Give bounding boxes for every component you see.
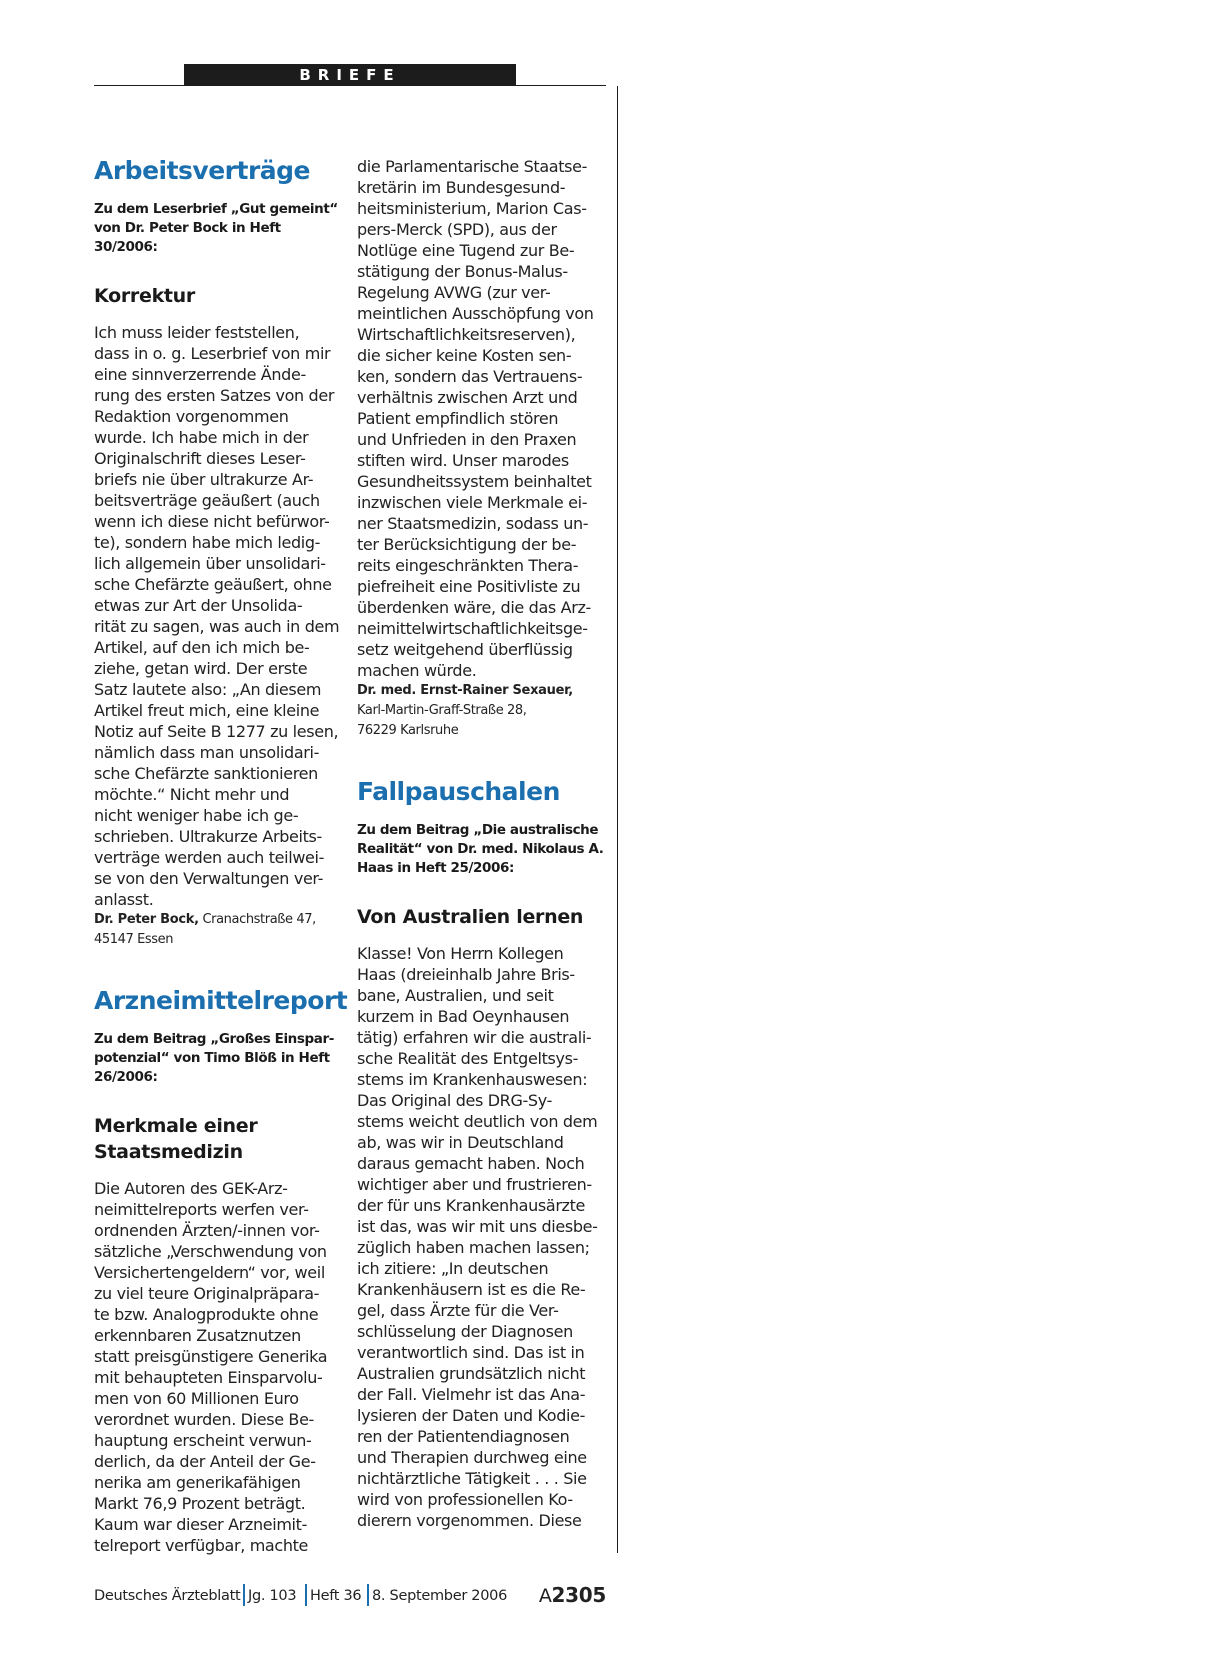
text-line: erkennbaren Zusatznutzen xyxy=(94,1326,301,1345)
text-line: telreport verfügbar, machte xyxy=(94,1536,309,1555)
text-line: derlich, da der Anteil der Ge- xyxy=(94,1452,316,1471)
text-line: meintlichen Ausschöpfung von xyxy=(357,304,594,323)
text-line: nichtärztliche Tätigkeit . . . Sie xyxy=(357,1469,587,1488)
column-right xyxy=(357,156,607,1531)
text-line: schlüsselung der Diagnosen xyxy=(357,1322,573,1341)
article-title-fallpauschalen: Fallpauschalen xyxy=(357,777,560,806)
text-line: dierern vorgenommen. Diese xyxy=(357,1511,582,1530)
text-line: neimittelreports werfen ver- xyxy=(94,1200,309,1219)
text-line: ordnenden Ärzten/-innen vor- xyxy=(94,1221,320,1240)
text-line: piefreiheit eine Positivliste zu xyxy=(357,577,581,596)
journal-issue: Heft 36 xyxy=(310,1588,362,1604)
text-line: ziehe, getan wird. Der erste xyxy=(94,659,308,678)
text-line: möchte.“ Nicht mehr und xyxy=(94,785,290,804)
page-footer xyxy=(94,1584,606,1610)
reference-line: Realität“ von Dr. med. Nikolaus A. xyxy=(357,841,604,857)
text-line: tätig) erfahren wir die australi- xyxy=(357,1028,592,1047)
text-line: nicht weniger habe ich ge- xyxy=(94,806,299,825)
signature-name: Dr. Peter Bock, xyxy=(94,912,199,927)
text-line: briefs nie über ultrakurze Ar- xyxy=(94,470,314,489)
page-number-value: 2305 xyxy=(551,1583,606,1607)
text-line: rung des ersten Satzes von der xyxy=(94,386,335,405)
text-line: Haas (dreieinhalb Jahre Bris- xyxy=(357,965,575,984)
text-line: lich allgemein über unsolidari- xyxy=(94,554,326,573)
text-line: heitsministerium, Marion Cas- xyxy=(357,199,587,218)
text-line: ist das, was wir mit uns diesbe- xyxy=(357,1217,598,1236)
text-line: nämlich dass man unsolidari- xyxy=(94,743,320,762)
text-line: ren der Patientendiagnosen xyxy=(357,1427,570,1446)
text-line: Redaktion vorgenommen xyxy=(94,407,289,426)
text-line: eine sinnverzerrende Ände- xyxy=(94,365,306,384)
signature-address: Cranachstraße 47, xyxy=(198,912,316,927)
text-line: Wirtschaftlichkeitsreserven), xyxy=(357,325,576,344)
reference-line: Haas in Heft 25/2006: xyxy=(357,860,514,876)
subhead-line: Staatsmedizin xyxy=(94,1141,243,1163)
text-line: wird von professionellen Ko- xyxy=(357,1490,573,1509)
column-divider xyxy=(617,86,618,1553)
text-line: stems weicht deutlich von dem xyxy=(357,1112,598,1131)
text-line: die sicher keine Kosten sen- xyxy=(357,346,572,365)
text-line: sche Chefärzte sanktionieren xyxy=(94,764,318,783)
text-line: verantwortlich sind. Das ist in xyxy=(357,1343,585,1362)
text-line: die Parlamentarische Staatse- xyxy=(357,157,588,176)
letter-subhead: Korrektur xyxy=(94,285,195,307)
text-line: rität zu sagen, was auch in dem xyxy=(94,617,340,636)
article-title-arzneimittelreport: Arzneimittelreport xyxy=(94,986,348,1015)
text-line: schrieben. Ultrakurze Arbeits- xyxy=(94,827,322,846)
letter-reference xyxy=(94,1030,344,1087)
text-line: kretärin im Bundesgesund- xyxy=(357,178,566,197)
journal-name: Deutsches Ärzteblatt xyxy=(94,1588,241,1604)
letter-body-continued xyxy=(357,156,607,681)
text-line: ab, was wir in Deutschland xyxy=(357,1133,564,1152)
text-line: Ich muss leider feststellen, xyxy=(94,323,300,342)
section-header: BRIEFE xyxy=(184,64,516,86)
letter-body xyxy=(94,1178,344,1556)
text-line: stätigung der Bonus-Malus- xyxy=(357,262,568,281)
text-line: etwas zur Art der Unsolida- xyxy=(94,596,303,615)
text-line: wenn ich diese nicht befürwor- xyxy=(94,512,330,531)
page-number xyxy=(539,1583,606,1607)
text-line: Artikel, auf den ich mich be- xyxy=(94,638,310,657)
text-line: Die Autoren des GEK-Arz- xyxy=(94,1179,288,1198)
text-line: setz weitgehend überflüssig xyxy=(357,640,573,659)
reference-line: Zu dem Beitrag „Großes Einspar- xyxy=(94,1031,334,1047)
text-line: verträge werden auch teilwei- xyxy=(94,848,325,867)
text-line: kurzem in Bad Oeynhausen xyxy=(357,1007,570,1026)
section-arzneimittelreport xyxy=(94,986,348,1556)
text-line: verordnet wurden. Diese Be- xyxy=(94,1410,314,1429)
signature-city: 76229 Karlsruhe xyxy=(357,723,459,738)
text-line: wichtiger aber und frustrieren- xyxy=(357,1175,592,1194)
text-line: und Therapien durchweg eine xyxy=(357,1448,587,1467)
text-line: ich zitiere: „In deutschen xyxy=(357,1259,549,1278)
text-line: züglich haben machen lassen; xyxy=(357,1238,590,1257)
letter-body xyxy=(357,943,607,1531)
text-line: Satz lautete also: „An diesem xyxy=(94,680,322,699)
text-line: anlasst. xyxy=(94,890,154,909)
letter-subhead: Von Australien lernen xyxy=(357,906,584,928)
letter-reference xyxy=(357,821,607,878)
text-line: Das Original des DRG-Sy- xyxy=(357,1091,552,1110)
letter-signature xyxy=(357,681,607,741)
text-line: der für uns Krankenhausärzte xyxy=(357,1196,586,1215)
text-line: sche Chefärzte geäußert, ohne xyxy=(94,575,332,594)
text-line: Artikel freut mich, eine kleine xyxy=(94,701,320,720)
letter-body xyxy=(94,322,344,910)
footer-separator xyxy=(305,1584,307,1606)
reference-line: potenzial“ von Timo Blöß in Heft xyxy=(94,1050,330,1066)
text-line: Notlüge eine Tugend zur Be- xyxy=(357,241,575,260)
reference-line: 26/2006: xyxy=(94,1069,158,1085)
signature-name: Dr. med. Ernst-Rainer Sexauer, xyxy=(357,683,573,698)
text-line: sche Realität des Entgeltsys- xyxy=(357,1049,579,1068)
footer-separator xyxy=(243,1584,245,1606)
journal-volume: Jg. 103 xyxy=(248,1588,297,1604)
text-line: Patient empfindlich stören xyxy=(357,409,559,428)
text-line: Markt 76,9 Prozent beträgt. xyxy=(94,1494,306,1513)
text-line: hauptung erscheint verwun- xyxy=(94,1431,312,1450)
text-line: ner Staatsmedizin, sodass un- xyxy=(357,514,589,533)
text-line: mit behaupteten Einsparvolu- xyxy=(94,1368,323,1387)
header-rule xyxy=(94,85,606,86)
text-line: te bzw. Analogprodukte ohne xyxy=(94,1305,319,1324)
text-line: gel, dass Ärzte für die Ver- xyxy=(357,1301,559,1320)
text-line: ken, sondern das Vertrauens- xyxy=(357,367,583,386)
letter-signature xyxy=(94,910,344,950)
text-line: ter Berücksichtigung der be- xyxy=(357,535,577,554)
reference-line: Zu dem Leserbrief „Gut gemeint“ xyxy=(94,201,338,217)
text-line: überdenken wäre, die das Arz- xyxy=(357,598,591,617)
reference-line: Zu dem Beitrag „Die australische xyxy=(357,822,599,838)
signature-city: 45147 Essen xyxy=(94,932,174,947)
text-line: verhältnis zwischen Arzt und xyxy=(357,388,578,407)
text-line: sätzliche „Verschwendung von xyxy=(94,1242,327,1261)
text-line: Krankenhäusern ist es die Re- xyxy=(357,1280,586,1299)
text-line: machen würde. xyxy=(357,661,477,680)
page-prefix: A xyxy=(538,1585,552,1607)
journal-date: 8. September 2006 xyxy=(372,1588,508,1604)
text-line: stems im Krankenhauswesen: xyxy=(357,1070,588,1089)
text-line: te), sondern habe mich ledig- xyxy=(94,533,321,552)
text-line: statt preisgünstigere Generika xyxy=(94,1347,328,1366)
text-line: dass in o. g. Leserbrief von mir xyxy=(94,344,331,363)
signature-address: Karl-Martin-Graff-Straße 28, xyxy=(357,703,527,718)
text-line: Gesundheitssystem beinhaltet xyxy=(357,472,592,491)
article-title-arbeitsvertraege: Arbeitsverträge xyxy=(94,156,311,185)
text-line: Originalschrift dieses Leser- xyxy=(94,449,306,468)
footer-separator xyxy=(367,1584,369,1606)
text-line: zu viel teure Originalpräpara- xyxy=(94,1284,320,1303)
text-line: Kaum war dieser Arzneimit- xyxy=(94,1515,308,1534)
text-line: bane, Australien, und seit xyxy=(357,986,554,1005)
text-line: se von den Verwaltungen ver- xyxy=(94,869,324,888)
section-fallpauschalen xyxy=(357,777,607,1531)
letter-subhead xyxy=(94,1113,344,1165)
text-line: stiften wird. Unser marodes xyxy=(357,451,569,470)
text-line: Australien grundsätzlich nicht xyxy=(357,1364,586,1383)
text-line: Regelung AVWG (zur ver- xyxy=(357,283,551,302)
text-line: wurde. Ich habe mich in der xyxy=(94,428,309,447)
text-line: reits eingeschränkten Thera- xyxy=(357,556,579,575)
text-line: neimittelwirtschaftlichkeitsge- xyxy=(357,619,588,638)
subhead-line: Merkmale einer xyxy=(94,1115,258,1137)
text-line: und Unfrieden in den Praxen xyxy=(357,430,577,449)
text-line: inzwischen viele Merkmale ei- xyxy=(357,493,588,512)
text-line: Notiz auf Seite B 1277 zu lesen, xyxy=(94,722,339,741)
text-line: lysieren der Daten und Kodie- xyxy=(357,1406,586,1425)
text-line: pers-Merck (SPD), aus der xyxy=(357,220,557,239)
text-line: nerika am generikafähigen xyxy=(94,1473,301,1492)
text-line: der Fall. Vielmehr ist das Ana- xyxy=(357,1385,586,1404)
text-line: men von 60 Millionen Euro xyxy=(94,1389,299,1408)
text-line: Versichertengeldern“ vor, weil xyxy=(94,1263,325,1282)
text-line: daraus gemacht haben. Noch xyxy=(357,1154,585,1173)
text-line: Klasse! Von Herrn Kollegen xyxy=(357,944,564,963)
reference-line: von Dr. Peter Bock in Heft 30/2006: xyxy=(94,220,281,255)
letter-reference xyxy=(94,200,344,257)
text-line: beitsverträge geäußert (auch xyxy=(94,491,320,510)
column-left xyxy=(94,156,348,1556)
